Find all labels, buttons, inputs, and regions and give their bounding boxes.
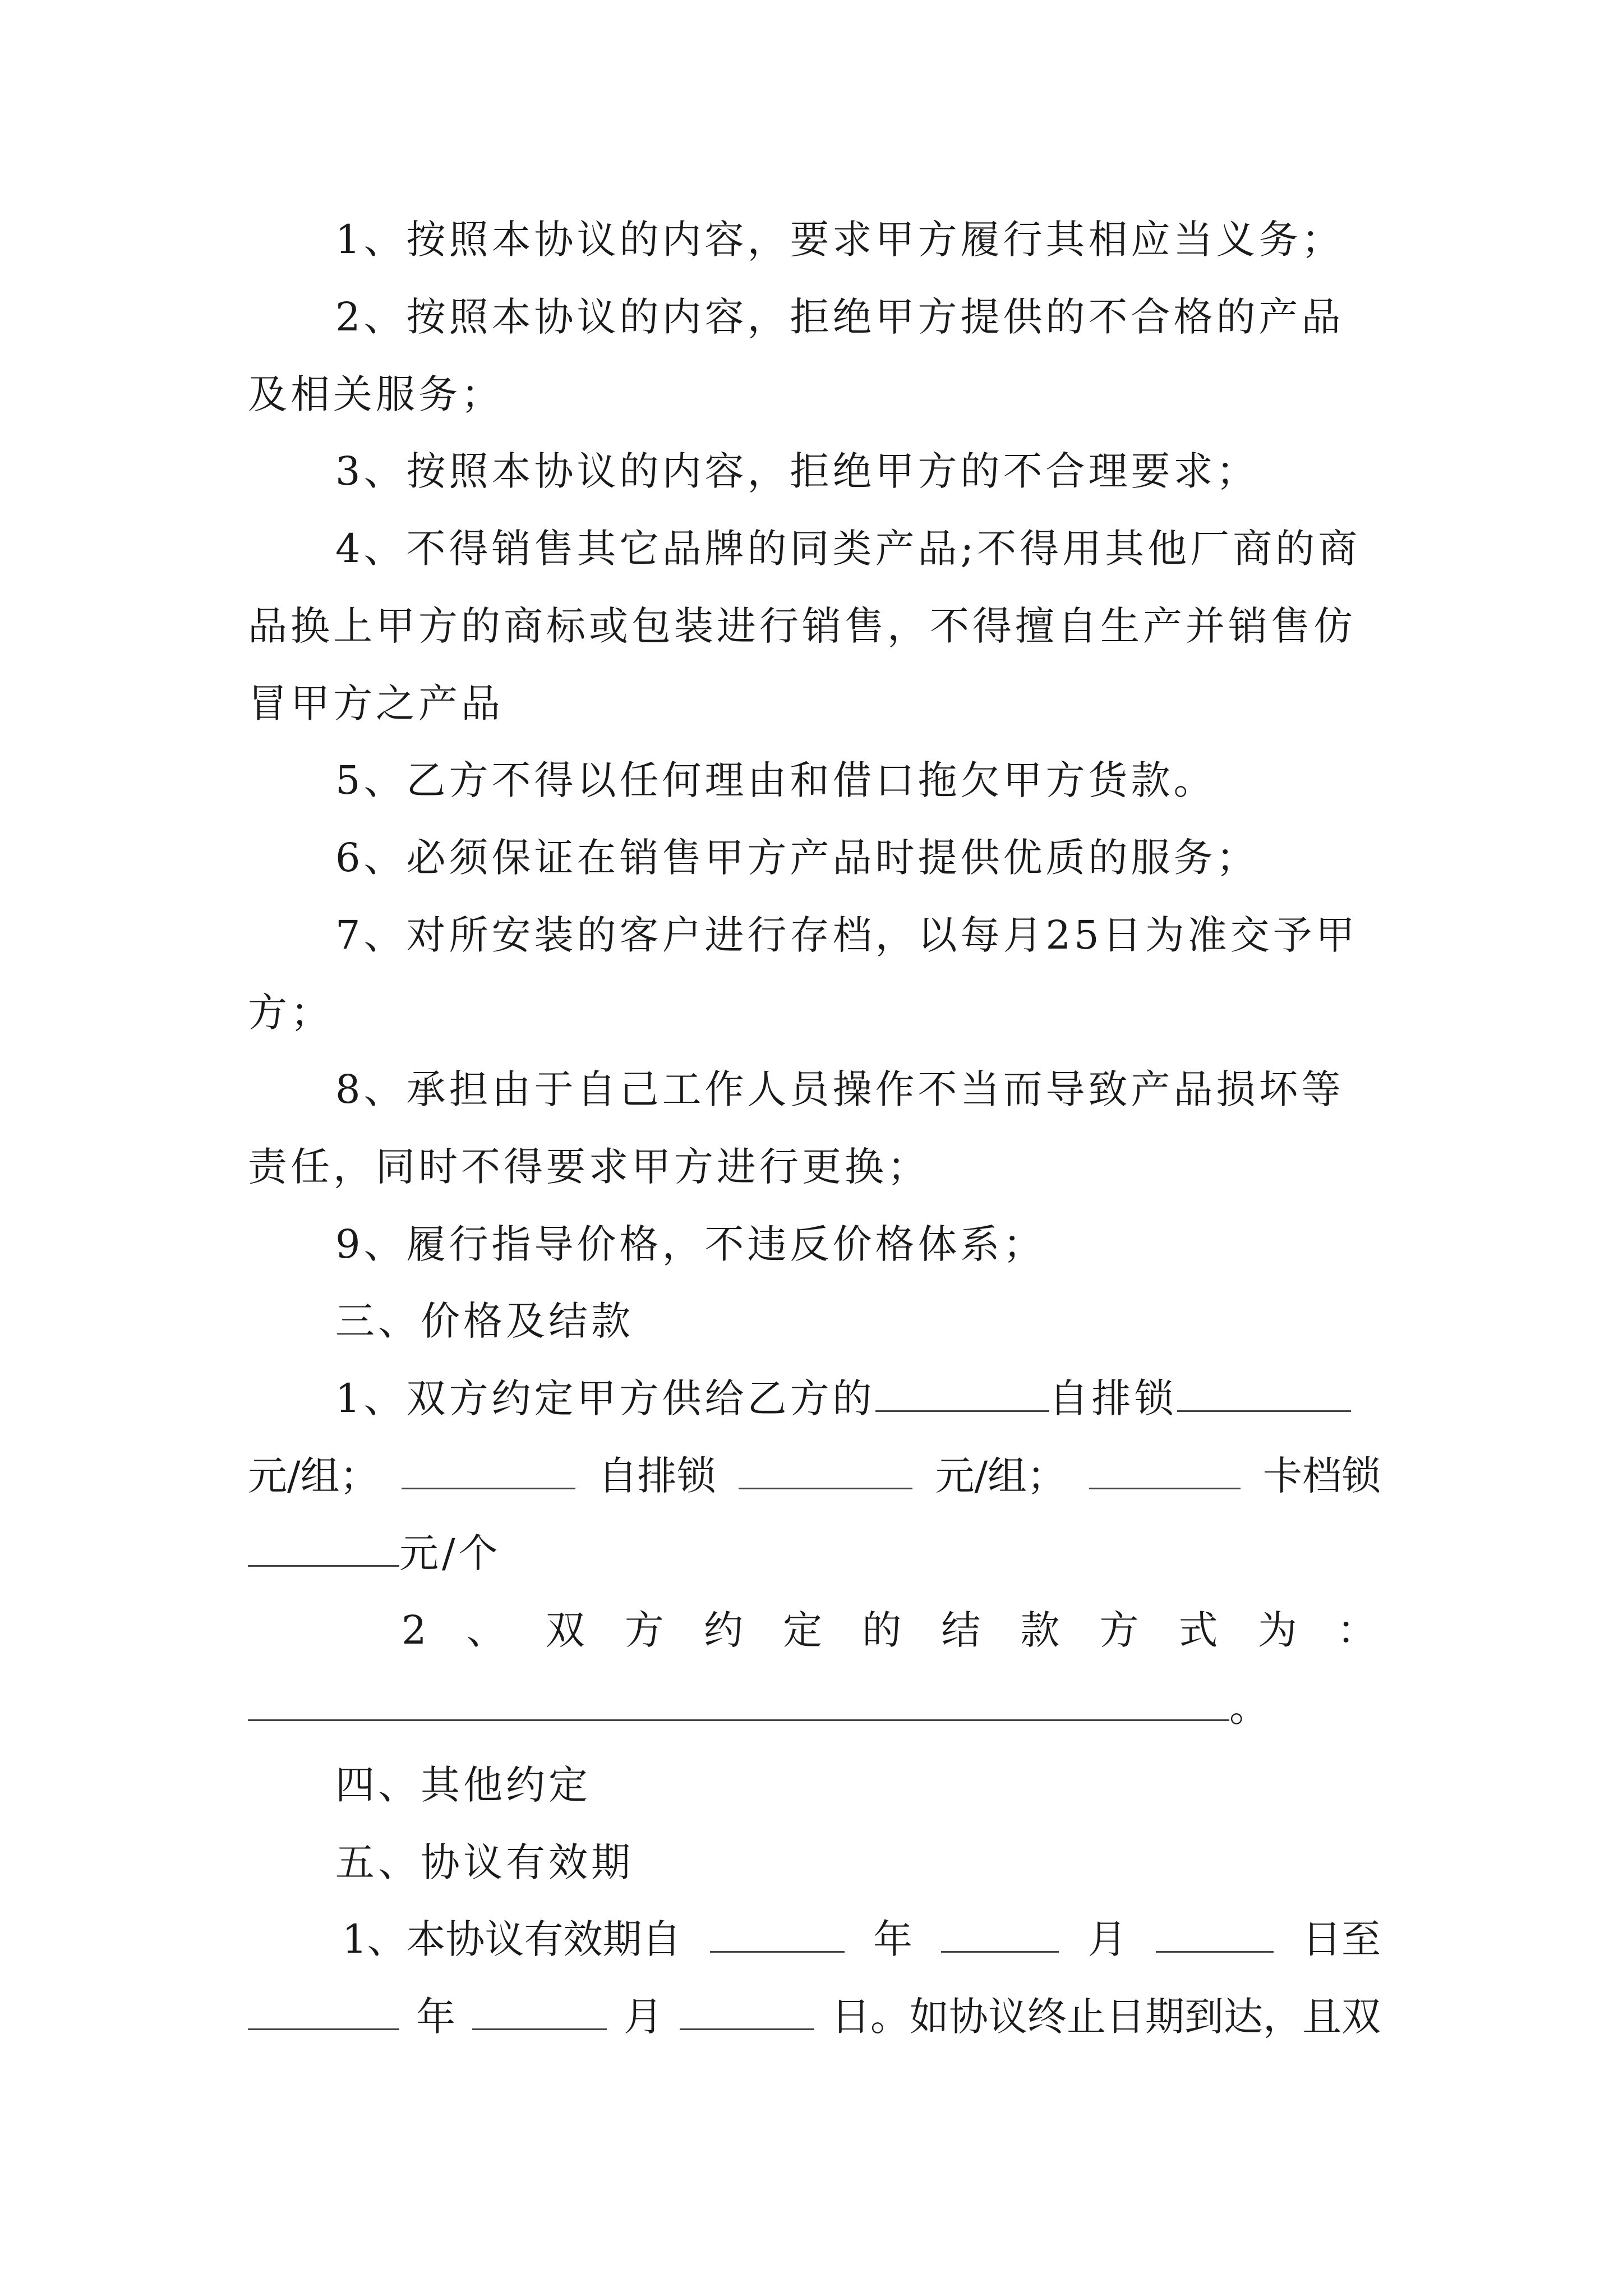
blank-field[interactable] bbox=[941, 1920, 1059, 1953]
blank-field[interactable] bbox=[472, 1997, 607, 2030]
price-line-2 bbox=[248, 1453, 1381, 1499]
blank-field[interactable] bbox=[248, 1997, 399, 2030]
lock-type-label: 卡档锁 bbox=[1263, 1453, 1381, 1499]
clause-4-cont: 品换上甲方的商标或包装进行销售，不得擅自生产并销售仿 bbox=[248, 603, 1356, 649]
clause-2: 2、按照本协议的内容，拒绝甲方提供的不合格的产品 bbox=[335, 294, 1344, 340]
day-to-label: 日至 bbox=[1302, 1916, 1381, 1962]
unit-label: 元/组； bbox=[248, 1453, 379, 1499]
year-label: 年 bbox=[873, 1916, 913, 1962]
price-clause-prefix: 1、双方约定甲方供给乙方的 bbox=[335, 1375, 875, 1421]
year-label: 年 bbox=[416, 1994, 455, 2040]
blank-field[interactable] bbox=[248, 1688, 1229, 1721]
settlement-char: 方 bbox=[624, 1607, 664, 1653]
clause-4: 4、不得销售其它品牌的同类产品;不得用其他厂商的商 bbox=[335, 526, 1361, 572]
clause-1: 1、按照本协议的内容，要求甲方履行其相应当义务； bbox=[335, 217, 1344, 263]
section-heading-other: 四、其他约定 bbox=[335, 1762, 591, 1808]
settlement-char: 定 bbox=[783, 1607, 823, 1653]
clause-4-cont-2: 冒甲方之产品 bbox=[248, 680, 504, 726]
settlement-char: 方 bbox=[1099, 1607, 1139, 1653]
settlement-char: 2 bbox=[402, 1607, 427, 1653]
settlement-char: 、 bbox=[466, 1607, 506, 1653]
clause-3: 3、按照本协议的内容，拒绝甲方的不合理要求； bbox=[335, 448, 1259, 494]
blank-field[interactable] bbox=[402, 1456, 575, 1489]
clause-5: 5、乙方不得以任何理由和借口拖欠甲方货款。 bbox=[335, 757, 1216, 803]
clause-8-cont: 责任，同时不得要求甲方进行更换； bbox=[248, 1144, 930, 1190]
blank-field[interactable] bbox=[710, 1920, 845, 1953]
validity-line-2 bbox=[248, 1994, 1381, 2040]
settlement-blank-line bbox=[248, 1685, 1272, 1731]
clause-7-cont: 方； bbox=[248, 990, 333, 1036]
clause-8: 8、承担由于自己工作人员操作不当而导致产品损坏等 bbox=[335, 1066, 1344, 1112]
month-label: 月 bbox=[1087, 1916, 1127, 1962]
settlement-char: ： bbox=[1336, 1607, 1376, 1653]
settlement-char: 式 bbox=[1178, 1607, 1218, 1653]
settlement-char: 款 bbox=[1020, 1607, 1060, 1653]
settlement-char: 的 bbox=[862, 1607, 902, 1653]
blank-field[interactable] bbox=[875, 1379, 1049, 1412]
settlement-char: 双 bbox=[545, 1607, 585, 1653]
unit-label: 元/组； bbox=[935, 1453, 1067, 1499]
blank-field[interactable] bbox=[680, 1997, 814, 2030]
price-line-1 bbox=[335, 1375, 1351, 1421]
blank-field[interactable] bbox=[1156, 1920, 1274, 1953]
clause-9: 9、履行指导价格，不违反价格体系； bbox=[335, 1221, 1046, 1267]
settlement-end: 。 bbox=[1229, 1685, 1272, 1731]
validity-line-1 bbox=[342, 1916, 1381, 1962]
validity-prefix: 1、本协议有效期自 bbox=[342, 1916, 681, 1962]
settlement-char: 为 bbox=[1257, 1607, 1297, 1653]
lock-type-label: 自排锁 bbox=[1049, 1375, 1177, 1421]
blank-field[interactable] bbox=[739, 1456, 912, 1489]
settlement-char: 约 bbox=[703, 1607, 743, 1653]
clause-2-cont: 及相关服务； bbox=[248, 371, 504, 417]
settlement-char: 结 bbox=[941, 1607, 981, 1653]
clause-7: 7、对所安装的客户进行存档，以每月25日为准交予甲 bbox=[335, 912, 1358, 958]
blank-field[interactable] bbox=[1089, 1456, 1241, 1489]
validity-tail: 日。如协议终止日期到达，且双 bbox=[831, 1994, 1381, 2040]
clause-6: 6、必须保证在销售甲方产品时提供优质的服务； bbox=[335, 835, 1259, 881]
month-label: 月 bbox=[624, 1994, 663, 2040]
blank-field[interactable] bbox=[1177, 1379, 1351, 1412]
settlement-line bbox=[402, 1607, 1376, 1653]
unit-label: 元/个 bbox=[399, 1530, 501, 1576]
price-line-3 bbox=[248, 1530, 501, 1576]
lock-type-label: 自排锁 bbox=[598, 1453, 716, 1499]
section-heading-price: 三、价格及结款 bbox=[335, 1298, 634, 1344]
section-heading-validity: 五、协议有效期 bbox=[335, 1839, 634, 1885]
blank-field[interactable] bbox=[248, 1534, 399, 1567]
